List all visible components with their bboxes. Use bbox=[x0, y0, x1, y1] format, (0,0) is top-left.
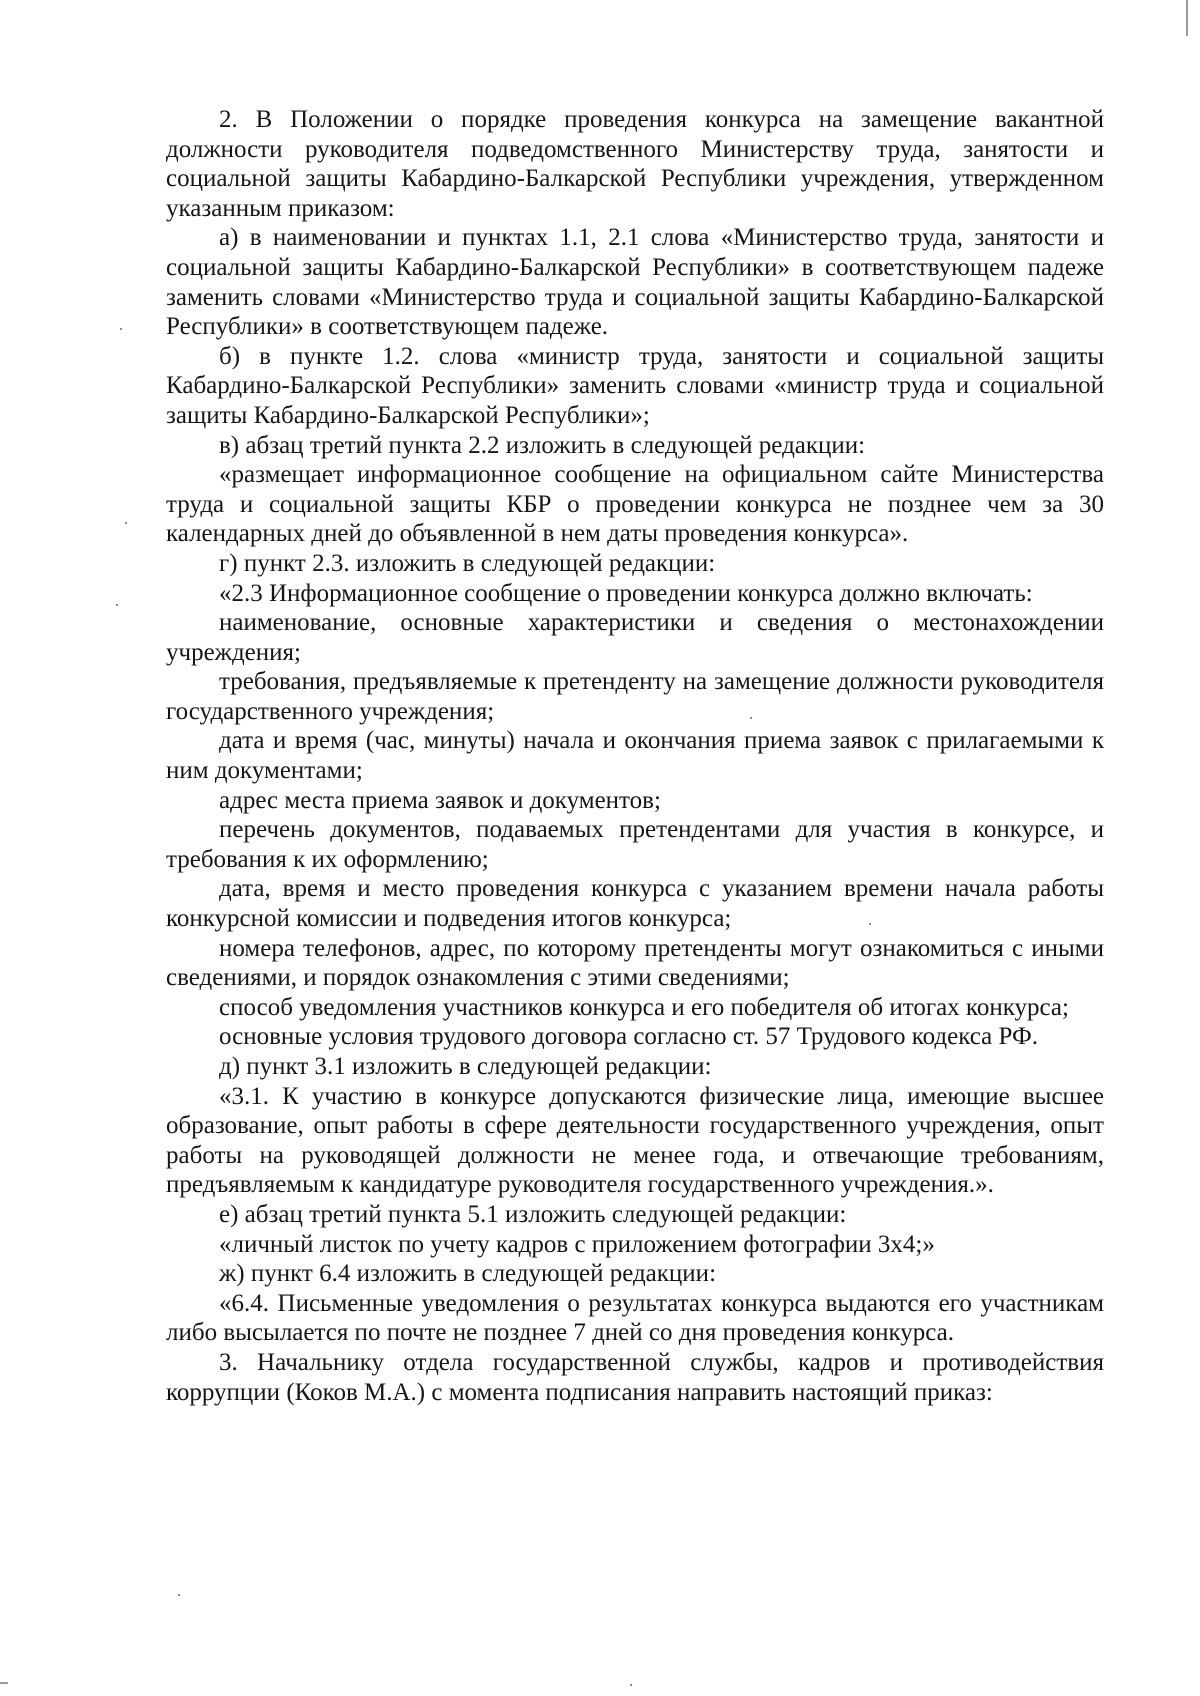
list-item: наименование, основные характеристики и сведения о местонахождении учреждения; bbox=[166, 609, 1104, 666]
subitem-v: в) абзац третий пункта 2.2 изложить в следующей редакции: bbox=[219, 431, 866, 459]
subitem-a: а) в наименовании и пунктах 1.1, 2.1 слова «Министерство труда, занятости и социальной защиты Кабардино-Балкарской Республики» в соответствующем падеже заменить словами «Министерство труда и социальной защиты Кабардино-Балкарской Республики» в соответствующем падеже. bbox=[166, 224, 1104, 341]
list-item: номера телефонов, адрес, по которому претенденты могут ознакомиться с иными сведениями, и порядок ознакомления с этими сведениями; bbox=[166, 934, 1104, 992]
quoted-text-6-4: «6.4. Письменные уведомления о результатах конкурса выдаются его участникам либо высылается по почте не позднее 7 дней со дня проведения конкурса. bbox=[166, 1289, 1104, 1347]
scan-speck bbox=[630, 1684, 632, 1686]
scan-speck bbox=[116, 604, 118, 606]
scan-edge-mark bbox=[0, 1682, 8, 1684]
scan-edge-mark bbox=[1186, 0, 1188, 36]
subitem-g: г) пункт 2.3. изложить в следующей редакции: bbox=[219, 549, 716, 577]
list-item: адрес места приема заявок и документов; bbox=[219, 786, 661, 814]
list-item: основные условия трудового договора согласно ст. 57 Трудового кодекса РФ. bbox=[219, 1023, 1038, 1051]
scan-speck bbox=[125, 522, 127, 524]
quoted-text-2-3: «2.3 Информационное сообщение о проведении конкурса должно включать: bbox=[219, 579, 1033, 607]
quoted-text-2-2: «размещает информационное сообщение на официальном сайте Министерства труда и социальной защиты КБР о проведении конкурса не позднее чем за 30 календарных дней до объявленной в нем даты проведения конкурса». bbox=[166, 461, 1104, 548]
scan-speck bbox=[120, 328, 122, 330]
list-item: способ уведомления участников конкурса и его победителя об итогах конкурса; bbox=[219, 993, 1069, 1021]
paragraph-item-2: 2. В Положении о порядке проведения конкурса на замещение вакантной должности руководителя подведомственного Министерству труда, занятости и социальной защиты Кабардино-Балкарской Республики учреждения, утвержденном указанным приказом: bbox=[166, 106, 1104, 222]
list-item: перечень документов, подаваемых претендентами для участия в конкурсе, и требования к их оформлению; bbox=[166, 816, 1104, 873]
scan-speck bbox=[869, 923, 871, 925]
paragraph-item-3: 3. Начальнику отдела государственной службы, кадров и противодействия коррупции (Коков М.А.) с момента подписания направить настоящий приказ: bbox=[166, 1348, 1104, 1406]
scan-speck bbox=[750, 717, 752, 719]
list-item: дата и время (час, минуты) начала и окончания приема заявок с прилагаемыми к ним документами; bbox=[166, 727, 1104, 785]
subitem-zh: ж) пункт 6.4 изложить в следующей редакции: bbox=[219, 1260, 717, 1288]
document-page bbox=[166, 105, 1104, 1407]
subitem-b: б) в пункте 1.2. слова «министр труда, занятости и социальной защиты Кабардино-Балкарской Республики» заменить словами «министр труда и социальной защиты Кабардино-Балкарской Республики»; bbox=[166, 342, 1104, 429]
list-item: требования, предъявляемые к претенденту на замещение должности руководителя государственного учреждения; bbox=[166, 668, 1104, 725]
scan-speck bbox=[178, 1594, 180, 1596]
quoted-text-5-1: «личный листок по учету кадров с приложением фотографии 3х4;» bbox=[219, 1230, 935, 1258]
subitem-e: е) абзац третий пункта 5.1 изложить следующей редакции: bbox=[219, 1200, 847, 1228]
subitem-d: д) пункт 3.1 изложить в следующей редакции: bbox=[219, 1053, 712, 1080]
list-item: дата, время и место проведения конкурса с указанием времени начала работы конкурсной комиссии и подведения итогов конкурса; bbox=[166, 875, 1104, 933]
quoted-text-3-1: «3.1. К участию в конкурсе допускаются физические лица, имеющие высшее образование, опыт работы в сфере деятельности государственного учреждения, опыт работы на руководящей должности не менее года, и отвечающие требованиям, предъявляемым к кандидатуре руководителя государственного учреждения.». bbox=[166, 1082, 1104, 1199]
